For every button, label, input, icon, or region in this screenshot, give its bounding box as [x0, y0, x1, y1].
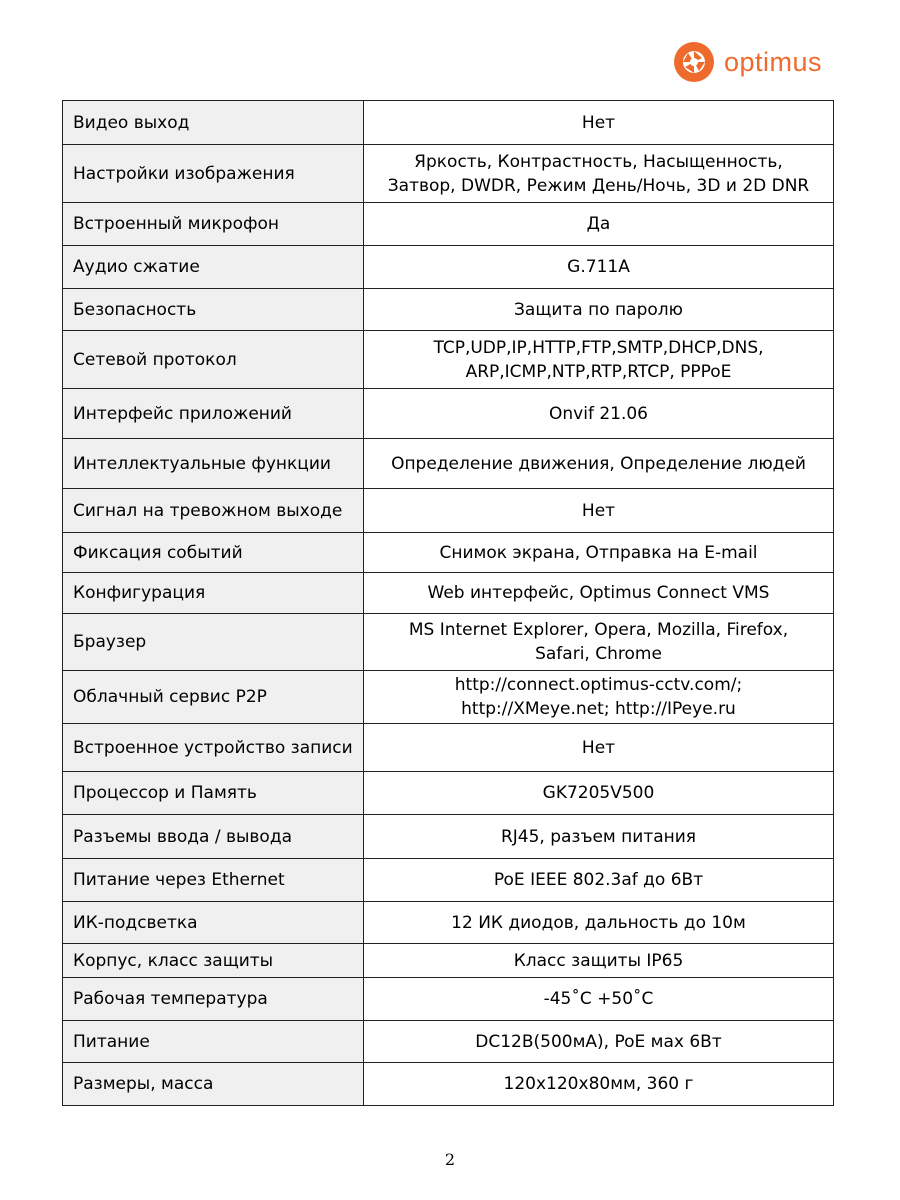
spec-label: Сигнал на тревожном выходе — [63, 489, 364, 533]
spec-row — [63, 331, 834, 389]
spec-value — [364, 573, 834, 614]
spec-value-line: GK7205V500 — [542, 783, 655, 803]
spec-value — [364, 772, 834, 815]
spec-label: Питание через Ethernet — [63, 859, 364, 902]
spec-value-line: 12 ИК диодов, дальность до 10м — [451, 912, 746, 933]
spec-row — [63, 101, 834, 145]
spec-label: Безопасность — [63, 289, 364, 331]
spec-value — [364, 439, 834, 489]
spec-value-line: Нет — [581, 500, 616, 521]
spec-label: Конфигурация — [63, 573, 364, 614]
spec-value — [364, 289, 834, 331]
spec-value — [364, 902, 834, 944]
spec-label: Процессор и Память — [63, 772, 364, 815]
spec-value-line: MS Internet Explorer, Opera, Mozilla, Firefox, — [408, 620, 789, 640]
spec-value — [364, 1063, 834, 1106]
spec-row — [63, 614, 834, 671]
spec-value — [364, 978, 834, 1021]
spec-value — [364, 331, 834, 389]
spec-row — [63, 772, 834, 815]
spec-value — [364, 203, 834, 246]
spec-value-line: Защита по паролю — [514, 299, 683, 320]
spec-value — [364, 614, 834, 671]
spec-value-line: 120х120х80мм, 360 г — [503, 1074, 694, 1094]
spec-label: Интеллектуальные функции — [63, 439, 364, 489]
spec-row — [63, 246, 834, 289]
spec-row — [63, 1063, 834, 1106]
spec-value — [364, 1021, 834, 1063]
spec-value-line: Яркость, Контрастность, Насыщенность, — [414, 151, 783, 172]
spec-value-line: -45˚С +50˚С — [543, 989, 654, 1009]
optimus-aperture-icon — [672, 40, 716, 84]
spec-label: Рабочая температура — [63, 978, 364, 1021]
spec-value-line: Нет — [581, 112, 616, 133]
spec-label: Встроенный микрофон — [63, 203, 364, 246]
spec-value — [364, 671, 834, 724]
spec-row — [63, 902, 834, 944]
spec-label: Корпус, класс защиты — [63, 944, 364, 978]
spec-label: Видео выход — [63, 101, 364, 145]
spec-row — [63, 389, 834, 439]
spec-value — [364, 101, 834, 145]
spec-value-line: RJ45, разъем питания — [500, 826, 697, 847]
spec-value-line: http://connect.optimus-cctv.com/; — [454, 675, 743, 695]
brand-name: optimus — [724, 46, 823, 77]
spec-row — [63, 573, 834, 614]
spec-row — [63, 439, 834, 489]
spec-value-line: Класс защиты IP65 — [513, 950, 684, 971]
spec-value-line: Safari, Chrome — [535, 644, 662, 664]
spec-row — [63, 533, 834, 573]
spec-value-line: Снимок экрана, Отправка на E-mail — [439, 542, 758, 563]
spec-value-line: G.711A — [567, 257, 630, 277]
spec-row — [63, 145, 834, 203]
spec-value-line: Да — [586, 214, 611, 234]
spec-row — [63, 489, 834, 533]
page-number: 2 — [444, 1150, 456, 1169]
spec-label: Интерфейс приложений — [63, 389, 364, 439]
spec-value — [364, 859, 834, 902]
spec-value-line: DC12В(500мА), PoE мах 6Вт — [475, 1031, 722, 1052]
spec-label: ИК-подсветка — [63, 902, 364, 944]
spec-value — [364, 815, 834, 859]
spec-value — [364, 533, 834, 573]
spec-label: Настройки изображения — [63, 145, 364, 203]
spec-label: Аудио сжатие — [63, 246, 364, 289]
spec-label: Питание — [63, 1021, 364, 1063]
spec-row — [63, 815, 834, 859]
spec-value-line: TCP,UDP,IP,HTTP,FTP,SMTP,DHCP,DNS, — [433, 337, 764, 358]
spec-row — [63, 724, 834, 772]
spec-row — [63, 203, 834, 246]
spec-value — [364, 389, 834, 439]
spec-row — [63, 978, 834, 1021]
spec-row — [63, 289, 834, 331]
spec-value — [364, 489, 834, 533]
spec-row — [63, 1021, 834, 1063]
spec-row — [63, 859, 834, 902]
spec-value-line: PoE IEEE 802.3af до 6Вт — [493, 870, 704, 890]
spec-row — [63, 671, 834, 724]
spec-value — [364, 944, 834, 978]
spec-label: Размеры, масса — [63, 1063, 364, 1106]
spec-value-line: Определение движения, Определение людей — [391, 453, 806, 474]
spec-value-line: ARP,ICMP,NTP,RTP,RTCP, PPPoE — [465, 361, 732, 382]
brand-logo — [672, 40, 822, 84]
spec-value — [364, 246, 834, 289]
spec-row — [63, 944, 834, 978]
spec-value-line: Onvif 21.06 — [549, 403, 648, 424]
spec-value-line: Затвор, DWDR, Режим День/Ночь, 3D и 2D DNR — [387, 175, 810, 196]
spec-value — [364, 145, 834, 203]
spec-value-line: http://XMeye.net; http://IPeye.ru — [461, 699, 736, 719]
spec-table — [62, 100, 834, 1106]
spec-value-line: Web интерфейс, Optimus Connect VMS — [427, 583, 770, 603]
spec-value — [364, 724, 834, 772]
spec-label: Сетевой протокол — [63, 331, 364, 389]
spec-label: Браузер — [63, 614, 364, 671]
spec-label: Встроенное устройство записи — [63, 724, 364, 772]
spec-label: Фиксация событий — [63, 533, 364, 573]
spec-label: Облачный сервис P2P — [63, 671, 364, 724]
spec-label: Разъемы ввода / вывода — [63, 815, 364, 859]
spec-value-line: Нет — [581, 737, 616, 758]
